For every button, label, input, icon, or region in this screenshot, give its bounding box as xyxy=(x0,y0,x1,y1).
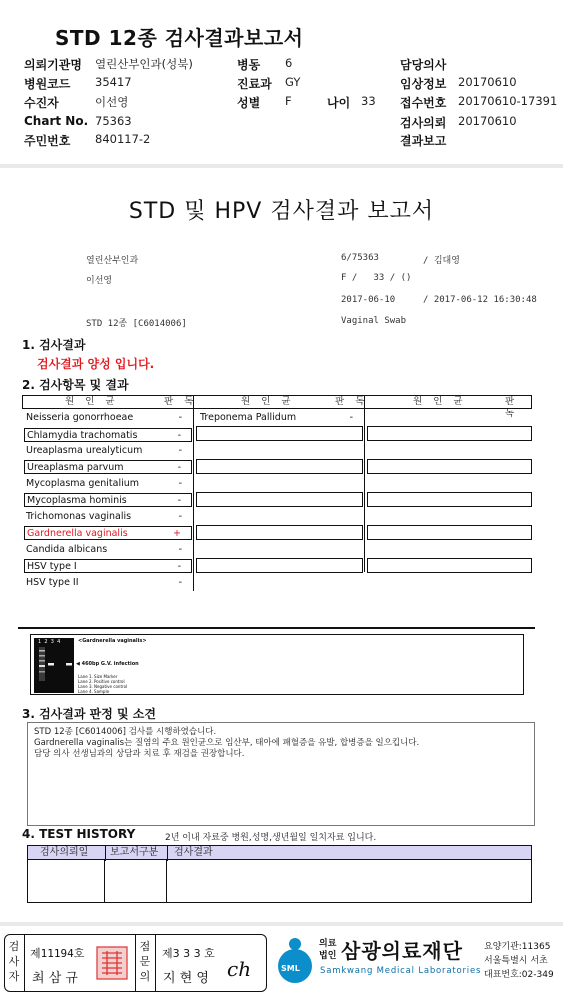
history-col-divider xyxy=(105,846,106,861)
pathogen-mark: - xyxy=(177,462,181,473)
org-code: 요양기관:11365 xyxy=(484,942,551,952)
report-title: STD 및 HPV 검사결과 보고서 xyxy=(128,199,435,224)
report-chart-doctor: 6/75363 xyxy=(341,253,379,263)
pathogen-name: Treponema Pallidum xyxy=(200,412,297,423)
label-sex: 성별 xyxy=(237,96,261,110)
pathogen-name: Mycoplasma hominis xyxy=(27,495,127,506)
gel-image-box xyxy=(30,634,524,695)
history-table-body xyxy=(27,860,532,903)
pathogen-mark-positive: + xyxy=(173,528,181,539)
seal-icon xyxy=(95,945,129,981)
label-ward: 병동 xyxy=(237,58,261,72)
report-specimen: Vaginal Swab xyxy=(341,316,407,326)
report-sex-age: F / 33 / () xyxy=(341,273,412,283)
gel-band-label: ◀ 460bp G.V. infection xyxy=(76,661,139,667)
label-request-date: 검사의뢰 xyxy=(400,116,447,130)
pathogen-name: Chlamydia trachomatis xyxy=(27,430,138,441)
value-patient: 이선영 xyxy=(95,95,129,109)
history-col-report-type: 보고서구분 xyxy=(110,847,159,858)
specialist-label: 점문의 xyxy=(139,940,151,983)
gel-caption: <Gardnerella vaginalis> xyxy=(78,638,147,644)
sml-logo-text: SML xyxy=(281,964,300,973)
value-request-date: 20170610 xyxy=(458,114,517,128)
value-age: 33 xyxy=(361,94,376,108)
pathogen-mark: - xyxy=(178,511,182,522)
pathogen-mark: - xyxy=(177,561,181,572)
history-col-divider xyxy=(167,846,168,861)
signature-box xyxy=(4,934,267,992)
empty-cell xyxy=(367,558,532,573)
label-age: 나이 xyxy=(327,96,351,110)
gel-lane3-legend: Lane 3. Negative control xyxy=(78,684,128,689)
value-clinical-info: 20170610 xyxy=(458,75,517,89)
pathogen-mark: - xyxy=(178,445,182,456)
pathogen-mark: - xyxy=(349,412,353,423)
col3-judge-header: 판 독 xyxy=(505,396,519,419)
header-info xyxy=(0,54,563,154)
pathogen-row xyxy=(24,510,192,524)
pathogen-mark: - xyxy=(178,412,182,423)
opinion-box xyxy=(27,722,535,826)
empty-cell xyxy=(367,492,532,507)
pathogen-name: HSV type I xyxy=(27,561,77,572)
value-chart-no: 75363 xyxy=(95,114,132,128)
footer xyxy=(0,930,563,1000)
result-positive-text: 검사결과 양성 입니다. xyxy=(37,357,155,371)
pathogen-row xyxy=(24,428,192,442)
specialist-name: 지 현 영 xyxy=(163,971,209,986)
history-table-header xyxy=(27,845,532,860)
label-clinical-info: 임상정보 xyxy=(400,77,447,91)
pathogen-mark: - xyxy=(178,478,182,489)
examiner-label: 검사자 xyxy=(8,940,20,983)
pathogen-row xyxy=(198,411,363,425)
empty-cell xyxy=(196,558,363,573)
label-patient: 수진자 xyxy=(24,96,59,110)
label-receipt-no: 접수번호 xyxy=(400,96,447,110)
gel-lane4-legend: Lane 4. Sample xyxy=(78,689,110,694)
pathogen-row-positive xyxy=(24,526,192,540)
divider xyxy=(135,935,136,991)
pathogen-row xyxy=(24,477,192,491)
opinion-line: 담당 의사 선생님과의 상담과 치료 후 재검을 권장합니다. xyxy=(34,749,245,759)
examiner-name: 최 삼 규 xyxy=(32,971,78,986)
history-col-divider xyxy=(104,860,105,903)
pathogen-mark: - xyxy=(177,430,181,441)
pathogen-row xyxy=(24,444,192,458)
empty-cell xyxy=(367,525,532,540)
gel-bands-graphic xyxy=(34,638,74,693)
empty-cell xyxy=(196,459,363,474)
opinion-line: STD 12종 [C6014006] 검사를 시행하였습니다. xyxy=(34,727,217,737)
org-prefix-1: 의료 xyxy=(319,939,337,949)
pathogen-name: Ureaplasma parvum xyxy=(27,462,124,473)
value-institution: 열린산부인과(성북) xyxy=(95,57,193,71)
report-info xyxy=(0,248,563,328)
history-col-divider xyxy=(166,860,167,903)
empty-cell xyxy=(367,459,532,474)
pathogen-name: Candida albicans xyxy=(26,544,108,555)
label-doctor: 담당의사 xyxy=(400,58,447,72)
col1-pathogen-header: 원 인 균 xyxy=(65,396,119,407)
pathogen-mark: - xyxy=(177,495,181,506)
gel-lane2-legend: Lane 2. Positive control xyxy=(78,679,125,684)
label-resident-no: 주민번호 xyxy=(24,134,71,148)
history-col-request-date: 검사의뢰일 xyxy=(40,847,89,858)
col1-judge-header: 판 독 xyxy=(164,396,198,407)
value-ward: 6 xyxy=(285,56,293,70)
label-department: 진료과 xyxy=(237,77,272,91)
gel-divider xyxy=(18,627,535,629)
pathogen-row xyxy=(24,576,192,590)
report-test-name: STD 12종 [C6014006] xyxy=(86,319,187,329)
report-clinic: 열린산부인과 xyxy=(86,256,139,266)
pathogen-name: HSV type II xyxy=(26,577,79,588)
value-department: GY xyxy=(285,75,301,89)
pathogen-row xyxy=(24,460,192,474)
value-resident-no: 840117-2 xyxy=(95,132,151,146)
report-date-received: 2017-06-10 xyxy=(341,295,396,305)
label-institution: 의뢰기관명 xyxy=(24,58,82,72)
org-english-name: Samkwang Medical Laboratories xyxy=(320,966,482,976)
column-divider-2 xyxy=(364,396,365,572)
pathogen-name: Mycoplasma genitalium xyxy=(26,478,140,489)
col2-pathogen-header: 원 인 균 xyxy=(241,396,295,407)
label-hospital-code: 병원코드 xyxy=(24,77,71,91)
history-col-result: 검사결과 xyxy=(174,847,213,858)
pathogen-name: Trichomonas vaginalis xyxy=(26,511,132,522)
empty-cell xyxy=(196,492,363,507)
pathogen-mark: - xyxy=(178,544,182,555)
examiner-license: 제11194호 xyxy=(30,947,85,960)
col3-pathogen-header: 원 인 균 xyxy=(413,396,467,407)
gel-lane1-legend: Lane 1. Size Marker xyxy=(78,674,118,679)
pathogen-name: Neisseria gonorrhoeae xyxy=(26,412,134,423)
org-prefix-2: 법인 xyxy=(319,951,337,961)
value-receipt-no: 20170610-17391 xyxy=(458,94,558,108)
footer-divider xyxy=(0,922,563,926)
sml-logo-icon xyxy=(270,936,320,986)
section-2-title: 2. 검사항목 및 결과 xyxy=(22,378,129,392)
pathogen-name: Gardnerella vaginalis xyxy=(27,528,128,539)
pathogen-name: Ureaplasma urealyticum xyxy=(26,445,143,456)
pathogen-row xyxy=(24,411,192,425)
label-result-report: 결과보고 xyxy=(400,134,447,148)
gel-lane-numbers: 1 2 3 4 xyxy=(38,639,61,645)
history-note: 2년 이내 자료중 병원,성명,생년월일 일치자료 입니다. xyxy=(165,833,377,843)
org-phone: 대표번호:02-349 xyxy=(484,970,554,980)
section-4-title: 4. TEST HISTORY xyxy=(22,827,136,841)
pathogen-mark: - xyxy=(178,577,182,588)
org-name: 삼광의료재단 xyxy=(341,939,463,963)
report-doctor: / 김대영 xyxy=(423,256,460,266)
column-divider-1 xyxy=(193,396,194,591)
col2-judge-header: 판 독 xyxy=(335,396,369,407)
divider xyxy=(24,935,25,991)
gel-electrophoresis-image xyxy=(34,638,74,693)
label-chart-no: Chart No. xyxy=(24,114,89,128)
empty-cell xyxy=(367,426,532,441)
specialist-license: 제3 3 3 호 xyxy=(162,947,215,960)
pathogen-row xyxy=(24,559,192,573)
empty-cell xyxy=(196,525,363,540)
value-hospital-code: 35417 xyxy=(95,75,132,89)
section-1-title: 1. 검사결과 xyxy=(22,338,86,352)
divider xyxy=(155,935,156,991)
empty-cell xyxy=(196,426,363,441)
report-date-reported: / 2017-06-12 16:30:48 xyxy=(423,295,537,305)
report-patient: 이선영 xyxy=(86,276,113,286)
value-sex: F xyxy=(285,94,292,108)
header-divider xyxy=(0,164,563,168)
pathogen-row xyxy=(24,493,192,507)
section-3-title: 3. 검사결과 판정 및 소견 xyxy=(22,707,156,721)
report-header-title: STD 12종 검사결과보고서 xyxy=(55,26,304,50)
org-address: 서울특별시 서초 xyxy=(484,956,548,966)
pathogen-row xyxy=(24,543,192,557)
specialist-signature: ch xyxy=(227,957,252,981)
opinion-line: Gardnerella vaginalis는 질염의 주요 원인균으로 임산부, 태아에 패혈증을 유발, 합병증을 일으킵니다. xyxy=(34,738,420,748)
